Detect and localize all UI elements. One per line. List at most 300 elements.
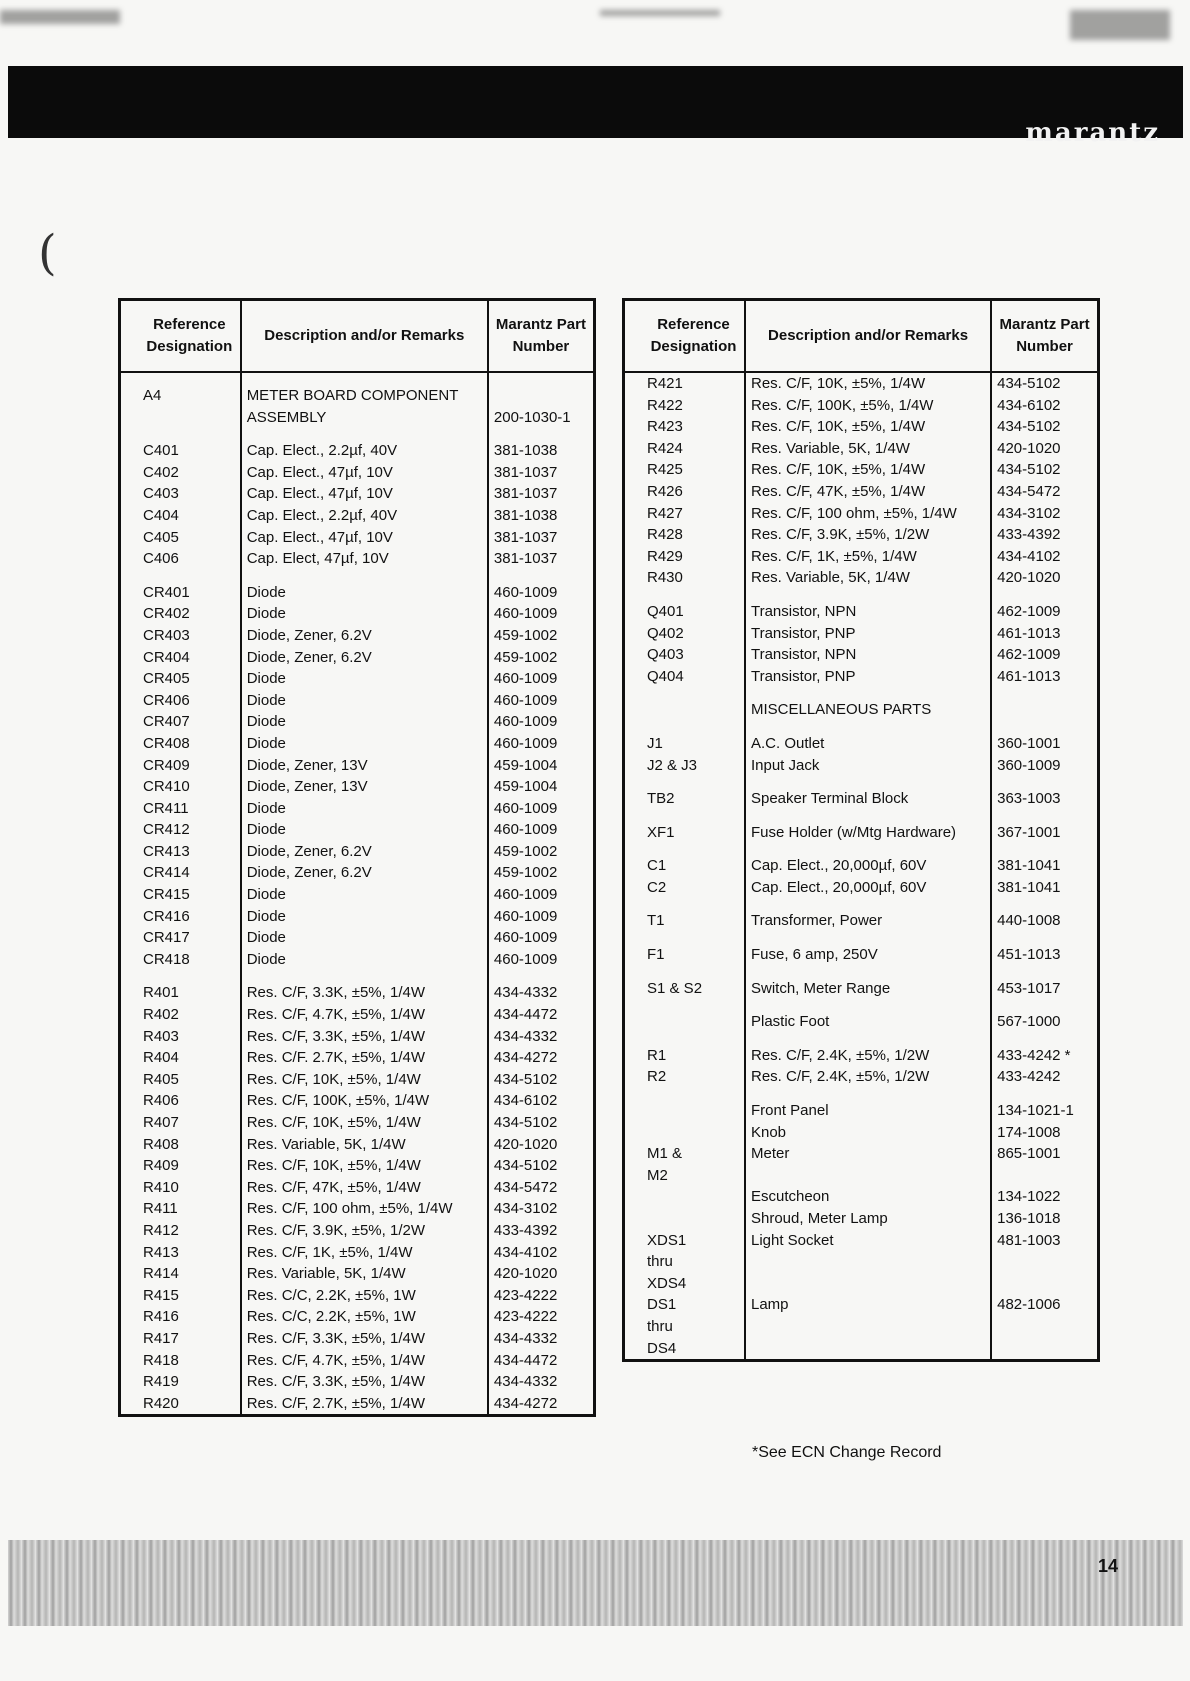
part-cell: 381-1037 — [488, 483, 595, 505]
desc-cell: Res. C/F, 2.7K, ±5%, 1/4W — [241, 1393, 488, 1416]
table-row — [120, 1328, 595, 1350]
desc-cell: METER BOARD COMPONENT ASSEMBLY — [241, 385, 488, 428]
desc-cell: Res. Variable, 5K, 1/4W — [745, 567, 991, 589]
row-spacer — [624, 589, 1099, 601]
row-spacer — [120, 428, 595, 440]
desc-cell: Res. C/F, 10K, ±5%, 1/4W — [241, 1112, 488, 1134]
ref-cell: A4 — [120, 385, 241, 428]
ref-cell: XDS1 thru XDS4 — [624, 1186, 745, 1294]
ref-cell: Q404 — [624, 666, 745, 688]
table-row — [120, 1350, 595, 1372]
part-cell: 459-1004 — [488, 776, 595, 798]
ref-cell: F1 — [624, 944, 745, 966]
desc-cell: Res. C/F, 3.9K, ±5%, 1/2W — [241, 1220, 488, 1242]
table-row — [624, 416, 1099, 438]
ref-cell: DS1 thru DS4 — [624, 1294, 745, 1360]
part-cell: 460-1009 — [488, 798, 595, 820]
part-cell: 460-1009 — [488, 884, 595, 906]
part-cell: 423-4222 — [488, 1285, 595, 1307]
table-row — [120, 841, 595, 863]
desc-cell: Res. C/F, 10K, ±5%, 1/4W — [745, 459, 991, 481]
table-row — [120, 1112, 595, 1134]
part-cell: 420-1020 — [488, 1263, 595, 1285]
part-cell: 367-1001 — [991, 822, 1098, 844]
desc-cell: Res. C/F, 47K, ±5%, 1/4W — [745, 481, 991, 503]
table-row — [624, 944, 1099, 966]
part-cell: 360-1009 — [991, 755, 1098, 777]
desc-cell: Diode, Zener, 6.2V — [241, 841, 488, 863]
desc-cell: Lamp — [745, 1294, 991, 1360]
ref-cell: R419 — [120, 1371, 241, 1393]
parts-table-right — [622, 298, 1100, 1362]
ref-cell: CR411 — [120, 798, 241, 820]
table-row — [624, 910, 1099, 932]
table-row — [624, 524, 1099, 546]
table-row — [120, 1393, 595, 1416]
table-row — [120, 483, 595, 505]
table-row — [120, 733, 595, 755]
part-cell: 420-1020 — [488, 1134, 595, 1156]
table-row — [120, 1263, 595, 1285]
part-cell: 434-5102 — [488, 1155, 595, 1177]
ref-cell: XF1 — [624, 822, 745, 844]
desc-cell: Switch, Meter Range — [745, 978, 991, 1000]
part-cell: 381-1037 — [488, 548, 595, 570]
desc-cell: Res. Variable, 5K, 1/4W — [241, 1263, 488, 1285]
ref-cell: CR409 — [120, 755, 241, 777]
parts-table-left — [118, 298, 596, 1417]
part-cell: 434-4332 — [488, 982, 595, 1004]
ref-cell: R420 — [120, 1393, 241, 1416]
part-cell: 200-1030-1 — [488, 385, 595, 428]
part-cell: 434-6102 — [991, 395, 1098, 417]
ref-cell: Q401 — [624, 601, 745, 623]
table-row — [120, 1198, 595, 1220]
table-row — [624, 503, 1099, 525]
desc-cell: Res. Variable, 5K, 1/4W — [745, 438, 991, 460]
desc-cell: Transistor, PNP — [745, 666, 991, 688]
header-desc: Description and/or Remarks — [745, 300, 991, 373]
table-row — [120, 949, 595, 971]
table-row — [120, 1069, 595, 1091]
desc-cell: Cap. Elect., 2.2µf, 40V — [241, 440, 488, 462]
desc-cell: Transformer, Power — [745, 910, 991, 932]
row-spacer — [120, 570, 595, 582]
part-cell: 434-4272 — [488, 1047, 595, 1069]
ref-cell: R417 — [120, 1328, 241, 1350]
desc-cell: Res. C/F, 3.3K, ±5%, 1/4W — [241, 982, 488, 1004]
row-spacer — [624, 810, 1099, 822]
ref-cell: R422 — [624, 395, 745, 417]
desc-cell: Diode, Zener, 6.2V — [241, 862, 488, 884]
part-cell: 381-1038 — [488, 505, 595, 527]
desc-cell: Res. C/F, 1K, ±5%, 1/4W — [241, 1242, 488, 1264]
ref-cell: R415 — [120, 1285, 241, 1307]
table-row — [624, 481, 1099, 503]
table-row — [120, 385, 595, 428]
table-row — [120, 927, 595, 949]
ref-cell: R410 — [120, 1177, 241, 1199]
table-row — [624, 1045, 1099, 1067]
part-cell: 434-4332 — [488, 1026, 595, 1048]
desc-cell: Fuse, 6 amp, 250V — [745, 944, 991, 966]
margin-mark: ( — [38, 225, 57, 281]
header-part: Marantz Part Number — [991, 300, 1098, 373]
table-row — [624, 1186, 1099, 1294]
part-cell: 451-1013 — [991, 944, 1098, 966]
desc-cell: Diode, Zener, 13V — [241, 776, 488, 798]
table-row — [120, 776, 595, 798]
desc-cell: Res. C/F, 10K, ±5%, 1/4W — [241, 1069, 488, 1091]
part-cell: 434-5472 — [991, 481, 1098, 503]
ref-cell: CR418 — [120, 949, 241, 971]
ref-cell: CR401 — [120, 582, 241, 604]
desc-cell: Diode — [241, 906, 488, 928]
part-cell: 460-1009 — [488, 733, 595, 755]
ref-cell: C404 — [120, 505, 241, 527]
row-spacer — [624, 1088, 1099, 1100]
row-spacer — [624, 932, 1099, 944]
ref-cell: R402 — [120, 1004, 241, 1026]
page-number: 14 — [1097, 1556, 1118, 1576]
desc-cell: Diode — [241, 668, 488, 690]
table-row — [120, 1134, 595, 1156]
desc-cell: Diode — [241, 711, 488, 733]
table-row — [624, 978, 1099, 1000]
desc-cell: Res. C/F, 10K, ±5%, 1/4W — [745, 416, 991, 438]
part-cell: 434-4472 — [488, 1350, 595, 1372]
part-cell: 433-4392 — [488, 1220, 595, 1242]
ref-cell: CR402 — [120, 603, 241, 625]
scan-artifact — [0, 10, 120, 24]
desc-cell: Res. C/F, 4.7K, ±5%, 1/4W — [241, 1350, 488, 1372]
table-row — [120, 1090, 595, 1112]
desc-cell: Diode — [241, 819, 488, 841]
header-ref: Reference Designation — [624, 300, 745, 373]
desc-cell: Transistor, NPN — [745, 644, 991, 666]
ref-cell: CR413 — [120, 841, 241, 863]
header-desc: Description and/or Remarks — [241, 300, 488, 373]
ref-cell: Q403 — [624, 644, 745, 666]
desc-cell: Res. C/F, 3.3K, ±5%, 1/4W — [241, 1026, 488, 1048]
part-cell: 363-1003 — [991, 788, 1098, 810]
part-cell — [991, 699, 1098, 721]
ref-cell: S1 & S2 — [624, 978, 745, 1000]
part-cell: 134-1021-1 174-1008 865-1001 — [991, 1100, 1098, 1186]
scan-artifact — [600, 10, 720, 16]
desc-cell: Cap. Elect., 47µf, 10V — [241, 462, 488, 484]
ref-cell: R421 — [624, 372, 745, 395]
part-cell: 462-1009 — [991, 644, 1098, 666]
part-cell: 433-4242 — [991, 1066, 1098, 1088]
table-row — [120, 884, 595, 906]
part-cell: 434-4332 — [488, 1328, 595, 1350]
desc-cell: Cap. Elect., 47µf, 10V — [241, 527, 488, 549]
table-row — [624, 644, 1099, 666]
ref-cell: TB2 — [624, 788, 745, 810]
part-cell: 433-4242 * — [991, 1045, 1098, 1067]
table-row — [624, 666, 1099, 688]
desc-cell: Res. C/F, 3.3K, ±5%, 1/4W — [241, 1328, 488, 1350]
table-row — [120, 982, 595, 1004]
part-cell: 460-1009 — [488, 582, 595, 604]
ref-cell: CR406 — [120, 690, 241, 712]
table-row — [120, 582, 595, 604]
table-row — [624, 601, 1099, 623]
table-row — [120, 647, 595, 669]
ref-cell: CR407 — [120, 711, 241, 733]
ref-cell: R426 — [624, 481, 745, 503]
part-cell: 459-1004 — [488, 755, 595, 777]
table-row — [624, 372, 1099, 395]
table-row — [120, 1155, 595, 1177]
table-row — [120, 906, 595, 928]
desc-cell: Res. Variable, 5K, 1/4W — [241, 1134, 488, 1156]
ref-cell: R414 — [120, 1263, 241, 1285]
desc-cell: Res. C/F, 4.7K, ±5%, 1/4W — [241, 1004, 488, 1026]
ref-cell: R1 — [624, 1045, 745, 1067]
ref-cell: C406 — [120, 548, 241, 570]
part-cell: 460-1009 — [488, 819, 595, 841]
ref-cell: C405 — [120, 527, 241, 549]
table-row — [624, 822, 1099, 844]
ref-cell: CR414 — [120, 862, 241, 884]
ref-cell: T1 — [624, 910, 745, 932]
part-cell: 461-1013 — [991, 666, 1098, 688]
row-spacer — [624, 721, 1099, 733]
ref-cell: R430 — [624, 567, 745, 589]
ref-cell: R427 — [624, 503, 745, 525]
part-cell: 453-1017 — [991, 978, 1098, 1000]
desc-cell: Res. C/F, 100K, ±5%, 1/4W — [745, 395, 991, 417]
ref-cell: R418 — [120, 1350, 241, 1372]
desc-cell: Diode — [241, 927, 488, 949]
table-row — [120, 1306, 595, 1328]
desc-cell: Diode — [241, 949, 488, 971]
row-spacer — [624, 843, 1099, 855]
ref-cell: M1 & M2 — [624, 1100, 745, 1186]
table-row — [624, 459, 1099, 481]
part-cell: 567-1000 — [991, 1011, 1098, 1033]
part-cell: 434-5102 — [991, 372, 1098, 395]
table-row — [120, 1242, 595, 1264]
table-row — [120, 668, 595, 690]
table-row — [120, 548, 595, 570]
row-spacer — [624, 687, 1099, 699]
desc-cell: Cap. Elect, 47µf, 10V — [241, 548, 488, 570]
ref-cell: R404 — [120, 1047, 241, 1069]
ref-cell: R429 — [624, 546, 745, 568]
table-row — [624, 755, 1099, 777]
part-cell: 460-1009 — [488, 603, 595, 625]
part-cell: 381-1041 — [991, 877, 1098, 899]
ref-cell: CR415 — [120, 884, 241, 906]
table-row — [624, 1011, 1099, 1033]
part-cell: 381-1038 — [488, 440, 595, 462]
table-row — [120, 690, 595, 712]
row-spacer — [624, 776, 1099, 788]
row-spacer — [120, 372, 595, 385]
table-row — [120, 862, 595, 884]
row-spacer — [624, 966, 1099, 978]
ref-cell: C403 — [120, 483, 241, 505]
ref-cell: Q402 — [624, 623, 745, 645]
brand-logo: marantz — [1025, 118, 1160, 148]
part-cell: 434-5102 — [488, 1112, 595, 1134]
table-row — [624, 877, 1099, 899]
table-row — [120, 1177, 595, 1199]
desc-cell: Res. C/F, 2.4K, ±5%, 1/2W — [745, 1066, 991, 1088]
desc-cell: Speaker Terminal Block — [745, 788, 991, 810]
table-row — [624, 1100, 1099, 1186]
table-row — [624, 546, 1099, 568]
desc-cell: Cap. Elect., 47µf, 10V — [241, 483, 488, 505]
table-row — [120, 1047, 595, 1069]
ref-cell: R413 — [120, 1242, 241, 1264]
desc-cell: Diode — [241, 582, 488, 604]
desc-cell: Cap. Elect., 2.2µf, 40V — [241, 505, 488, 527]
ref-cell: C402 — [120, 462, 241, 484]
desc-cell: MISCELLANEOUS PARTS — [745, 699, 991, 721]
table-row — [120, 462, 595, 484]
header-bar — [8, 66, 1183, 138]
part-cell: 420-1020 — [991, 567, 1098, 589]
part-cell: 381-1041 — [991, 855, 1098, 877]
table-row — [624, 788, 1099, 810]
ref-cell — [624, 699, 745, 721]
ref-cell: CR408 — [120, 733, 241, 755]
desc-cell: Res. C/F, 100 ohm, ±5%, 1/4W — [241, 1198, 488, 1220]
table-row — [624, 567, 1099, 589]
ref-cell: CR416 — [120, 906, 241, 928]
part-cell: 433-4392 — [991, 524, 1098, 546]
part-cell: 434-4102 — [488, 1242, 595, 1264]
table-row — [120, 1004, 595, 1026]
part-cell: 434-5102 — [991, 416, 1098, 438]
desc-cell: Plastic Foot — [745, 1011, 991, 1033]
part-cell: 434-4272 — [488, 1393, 595, 1416]
desc-cell: Res. C/F, 100 ohm, ±5%, 1/4W — [745, 503, 991, 525]
ref-cell: R409 — [120, 1155, 241, 1177]
ref-cell: R2 — [624, 1066, 745, 1088]
table-row — [624, 623, 1099, 645]
part-cell: 459-1002 — [488, 647, 595, 669]
part-cell: 434-5102 — [488, 1069, 595, 1091]
part-cell: 460-1009 — [488, 711, 595, 733]
table-row — [624, 855, 1099, 877]
part-cell: 423-4222 — [488, 1306, 595, 1328]
part-cell: 434-4472 — [488, 1004, 595, 1026]
desc-cell: Res. C/F, 47K, ±5%, 1/4W — [241, 1177, 488, 1199]
ref-cell: R407 — [120, 1112, 241, 1134]
table-row — [120, 440, 595, 462]
part-cell: 482-1006 — [991, 1294, 1098, 1360]
ref-cell — [624, 1011, 745, 1033]
ref-cell: CR417 — [120, 927, 241, 949]
part-cell: 460-1009 — [488, 906, 595, 928]
table-row — [624, 699, 1099, 721]
desc-cell: Res. C/F. 2.7K, ±5%, 1/4W — [241, 1047, 488, 1069]
ref-cell: CR404 — [120, 647, 241, 669]
ref-cell: R423 — [624, 416, 745, 438]
part-cell: 434-5102 — [991, 459, 1098, 481]
part-cell: 434-6102 — [488, 1090, 595, 1112]
part-cell: 360-1001 — [991, 733, 1098, 755]
ref-cell: R403 — [120, 1026, 241, 1048]
ref-cell: R411 — [120, 1198, 241, 1220]
part-cell: 462-1009 — [991, 601, 1098, 623]
ref-cell: CR410 — [120, 776, 241, 798]
desc-cell: Input Jack — [745, 755, 991, 777]
table-row — [120, 819, 595, 841]
ref-cell: CR405 — [120, 668, 241, 690]
table-row — [120, 1026, 595, 1048]
part-cell: 461-1013 — [991, 623, 1098, 645]
ref-cell: C1 — [624, 855, 745, 877]
ref-cell: R416 — [120, 1306, 241, 1328]
ref-cell: R424 — [624, 438, 745, 460]
part-cell: 460-1009 — [488, 690, 595, 712]
part-cell: 460-1009 — [488, 927, 595, 949]
row-spacer — [120, 970, 595, 982]
ref-cell: J1 — [624, 733, 745, 755]
part-cell: 434-3102 — [991, 503, 1098, 525]
part-cell: 440-1008 — [991, 910, 1098, 932]
part-cell: 459-1002 — [488, 841, 595, 863]
ref-cell: R412 — [120, 1220, 241, 1242]
desc-cell: Diode — [241, 733, 488, 755]
table-row — [624, 1294, 1099, 1360]
desc-cell: Res. C/F, 3.9K, ±5%, 1/2W — [745, 524, 991, 546]
part-cell: 434-4332 — [488, 1371, 595, 1393]
desc-cell: Cap. Elect., 20,000µf, 60V — [745, 877, 991, 899]
table-row — [120, 527, 595, 549]
desc-cell: Diode, Zener, 6.2V — [241, 625, 488, 647]
table-row — [624, 733, 1099, 755]
desc-cell: A.C. Outlet — [745, 733, 991, 755]
desc-cell: Diode — [241, 603, 488, 625]
table-row — [120, 505, 595, 527]
ref-cell: C401 — [120, 440, 241, 462]
ref-cell: J2 & J3 — [624, 755, 745, 777]
ref-cell: R401 — [120, 982, 241, 1004]
part-cell: 459-1002 — [488, 862, 595, 884]
ref-cell: R405 — [120, 1069, 241, 1091]
ref-cell: CR403 — [120, 625, 241, 647]
table-row — [120, 1285, 595, 1307]
ref-cell: C2 — [624, 877, 745, 899]
desc-cell: Cap. Elect., 20,000µf, 60V — [745, 855, 991, 877]
header-ref: Reference Designation — [120, 300, 241, 373]
table-row — [120, 625, 595, 647]
table-row — [624, 395, 1099, 417]
footnote: *See ECN Change Record — [752, 1444, 942, 1461]
header-part: Marantz Part Number — [488, 300, 595, 373]
ref-cell: R425 — [624, 459, 745, 481]
part-cell: 434-4102 — [991, 546, 1098, 568]
part-cell: 420-1020 — [991, 438, 1098, 460]
desc-cell: Res. C/F, 2.4K, ±5%, 1/2W — [745, 1045, 991, 1067]
desc-cell: Res. C/F, 10K, ±5%, 1/4W — [241, 1155, 488, 1177]
ref-cell: R406 — [120, 1090, 241, 1112]
table-row — [120, 603, 595, 625]
table-row — [120, 755, 595, 777]
desc-cell: Diode — [241, 884, 488, 906]
desc-cell: Fuse Holder (w/Mtg Hardware) — [745, 822, 991, 844]
part-cell: 459-1002 — [488, 625, 595, 647]
row-spacer — [624, 898, 1099, 910]
table-row — [120, 1371, 595, 1393]
